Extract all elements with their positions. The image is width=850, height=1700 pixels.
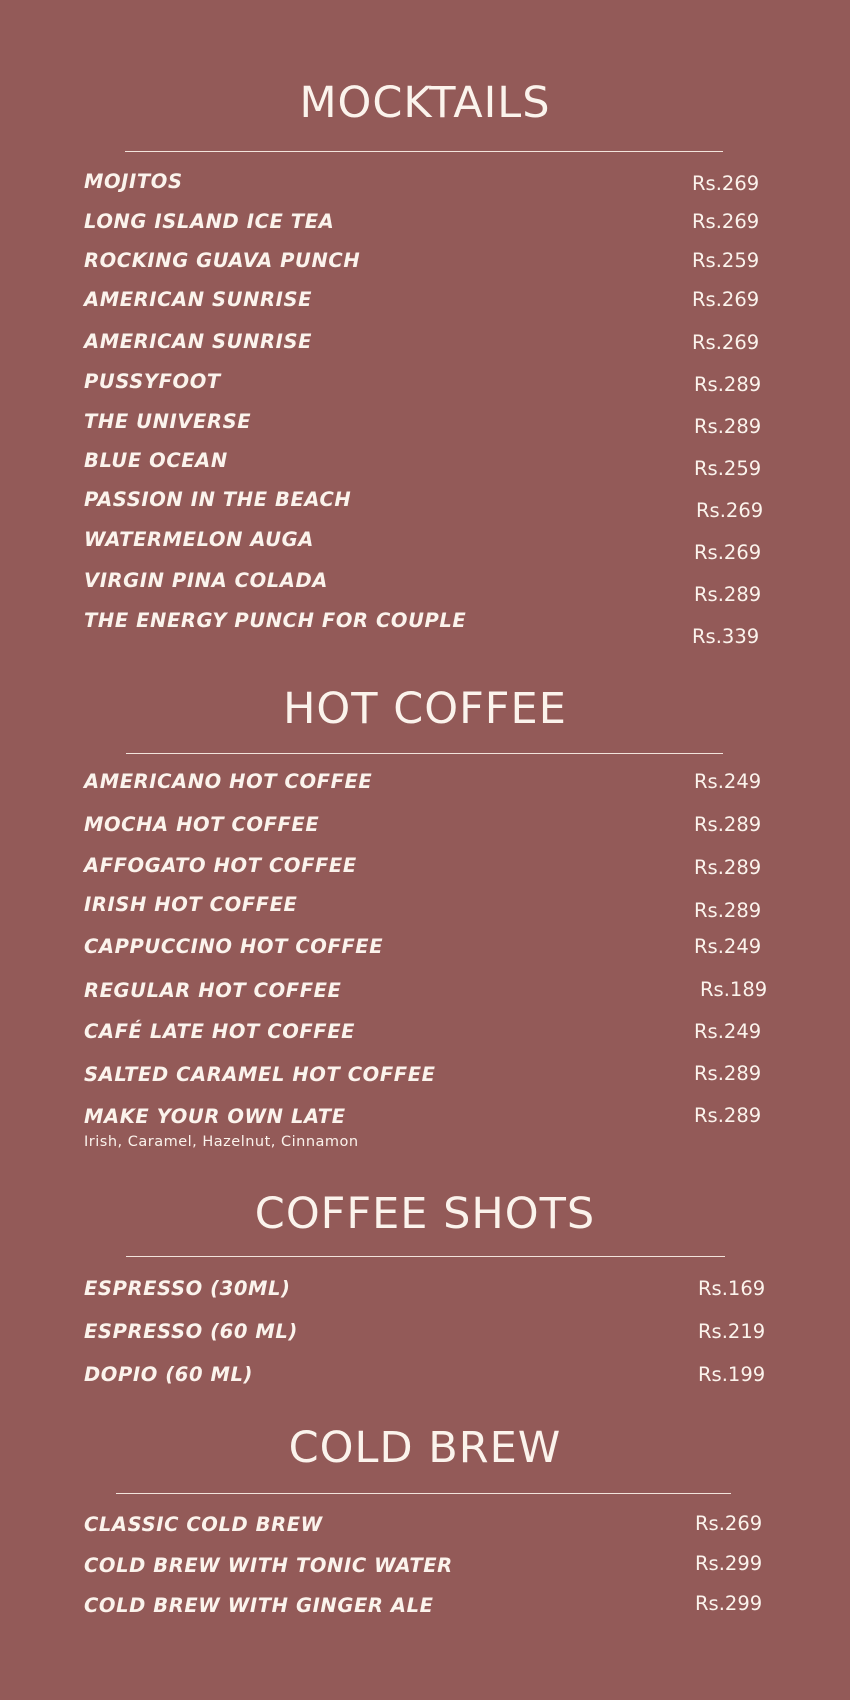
item-name: COLD BREW WITH GINGER ALE (84, 1594, 434, 1617)
item-name: THE UNIVERSE (84, 410, 252, 433)
item-price: Rs.269 (694, 541, 762, 564)
item-price: Rs.169 (698, 1277, 766, 1300)
item-price: Rs.269 (696, 499, 764, 522)
item-name: AMERICAN SUNRISE (84, 330, 313, 353)
item-name: CAPPUCCINO HOT COFFEE (84, 935, 384, 958)
section-title-coffee-shots: COFFEE SHOTS (254, 1189, 596, 1239)
item-price: Rs.249 (694, 770, 762, 793)
item-price: Rs.339 (692, 625, 760, 648)
item-price: Rs.289 (694, 583, 762, 606)
item-price: Rs.259 (694, 457, 762, 480)
item-price: Rs.289 (694, 373, 762, 396)
item-name: PUSSYFOOT (84, 370, 221, 393)
item-name: ESPRESSO (30ML) (84, 1277, 291, 1300)
item-name: SALTED CARAMEL HOT COFFEE (84, 1063, 436, 1086)
item-price: Rs.289 (694, 813, 762, 836)
item-name: AFFOGATO HOT COFFEE (84, 854, 357, 877)
item-name: IRISH HOT COFFEE (84, 893, 298, 916)
item-price: Rs.269 (692, 288, 760, 311)
item-name: VIRGIN PINA COLADA (84, 569, 328, 592)
section-title-hot-coffee: HOT COFFEE (283, 684, 567, 734)
item-description: Irish, Caramel, Hazelnut, Cinnamon (84, 1134, 359, 1150)
section-divider-cold-brew (116, 1493, 731, 1494)
item-name: BLUE OCEAN (84, 449, 228, 472)
item-price: Rs.289 (694, 1104, 762, 1127)
item-name: PASSION IN THE BEACH (84, 488, 352, 511)
item-name: LONG ISLAND ICE TEA (84, 210, 335, 233)
item-name: CLASSIC COLD BREW (84, 1513, 323, 1536)
section-divider-mocktails (125, 151, 723, 152)
item-price: Rs.269 (695, 1512, 763, 1535)
item-name: AMERICAN SUNRISE (84, 288, 313, 311)
item-name: AMERICANO HOT COFFEE (84, 770, 373, 793)
item-price: Rs.189 (700, 978, 768, 1001)
item-price: Rs.299 (695, 1592, 763, 1615)
item-price: Rs.289 (694, 856, 762, 879)
item-name: ESPRESSO (60 ML) (84, 1320, 298, 1343)
section-divider-coffee-shots (126, 1256, 725, 1257)
item-price: Rs.289 (694, 899, 762, 922)
item-price: Rs.269 (692, 172, 760, 195)
section-title-mocktails: MOCKTAILS (299, 78, 551, 128)
item-name: ROCKING GUAVA PUNCH (84, 249, 361, 272)
item-price: Rs.249 (694, 1020, 762, 1043)
item-name: DOPIO (60 ML) (84, 1363, 254, 1386)
section-title-cold-brew: COLD BREW (288, 1423, 562, 1473)
item-name: THE ENERGY PUNCH FOR COUPLE (84, 609, 467, 632)
item-name: REGULAR HOT COFFEE (84, 979, 342, 1002)
item-price: Rs.259 (692, 249, 760, 272)
item-name: COLD BREW WITH TONIC WATER (84, 1554, 453, 1577)
item-price: Rs.289 (694, 1062, 762, 1085)
section-divider-hot-coffee (126, 753, 723, 754)
item-price: Rs.269 (692, 210, 760, 233)
item-price: Rs.249 (694, 935, 762, 958)
item-name: MAKE YOUR OWN LATE (84, 1105, 346, 1128)
item-name: MOJITOS (84, 170, 183, 193)
item-name: MOCHA HOT COFFEE (84, 813, 320, 836)
item-name: CAFÉ LATE HOT COFFEE (84, 1020, 356, 1043)
item-price: Rs.219 (698, 1320, 766, 1343)
item-price: Rs.289 (694, 415, 762, 438)
item-price: Rs.299 (695, 1552, 763, 1575)
item-price: Rs.269 (692, 331, 760, 354)
item-name: WATERMELON AUGA (84, 528, 314, 551)
item-price: Rs.199 (698, 1363, 766, 1386)
